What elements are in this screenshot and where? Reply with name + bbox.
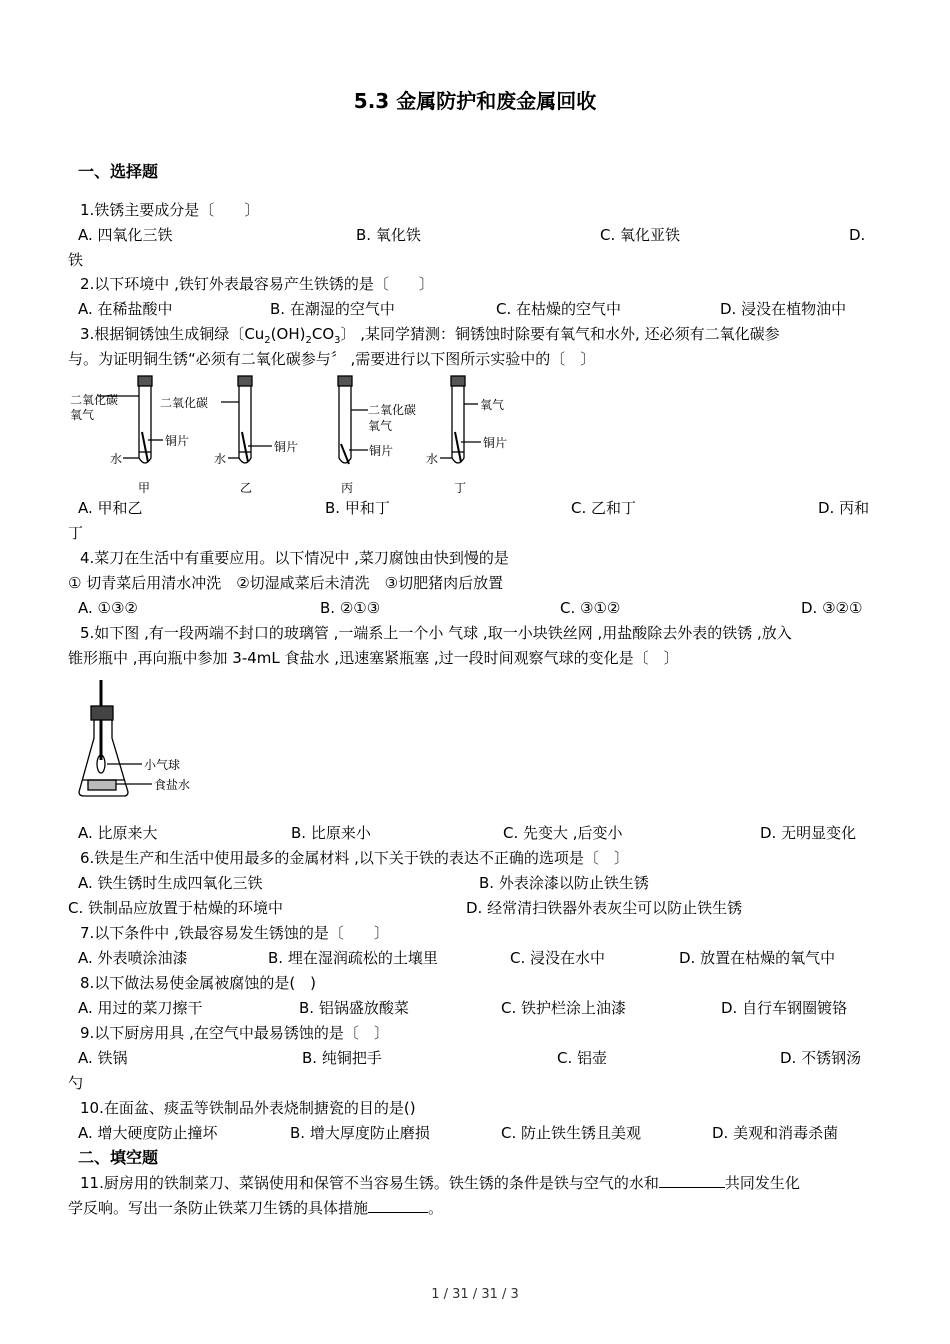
q10-stem: 10.在面盆、痰盂等铁制品外表烧制搪瓷的目的是() — [80, 1099, 416, 1117]
q8-stem: 8.以下做法易使金属被腐蚀的是( ) — [80, 974, 317, 992]
q6-option-a: A. 铁生锈时生成四氧化三铁 — [78, 874, 263, 892]
q5-option-c: C. 先变大 ,后变小 — [503, 824, 623, 842]
q6-option-d: D. 经常清扫铁器外表灰尘可以防止铁生锈 — [466, 899, 743, 917]
q5-option-b: B. 比原来小 — [291, 824, 371, 842]
fig3-tube4-water: 水 — [426, 452, 439, 466]
q1-option-c: C. 氧化亚铁 — [600, 226, 681, 244]
q3-stem-line1: 3.根据铜锈蚀生成铜绿〔$Cu_2(OH)_2CO_3$〕 ,某同学猜测：铜锈蚀时除要有氧气和水外, 还必须有二氧化碳参 — [80, 325, 780, 346]
q4-option-b: B. ②①③ — [320, 599, 381, 617]
q6-stem: 6.铁是生产和生活中使用最多的金属材料 ,以下关于铁的表达不正确的选项是〔 〕 — [80, 849, 629, 867]
q10-option-b: B. 增大厚度防止磨损 — [290, 1124, 430, 1142]
q3-option-b: B. 甲和丁 — [325, 499, 390, 517]
section-heading-choice: 一、选择题 — [78, 162, 159, 181]
q1-option-b: B. 氧化铁 — [356, 226, 421, 244]
q5-stem-line1: 5.如下图 ,有一段两端不封口的玻璃管 ,一端系上一个小 气球 ,取一小块铁丝网 ,用盐酸除去外表的铁锈 ,放入 — [80, 624, 792, 642]
q10-option-a: A. 增大硬度防止撞坏 — [78, 1124, 218, 1142]
q3-option-c: C. 乙和丁 — [571, 499, 637, 517]
q4-option-a: A. ①③② — [78, 599, 138, 617]
q9-stem: 9.以下厨房用具 ,在空气中最易锈蚀的是〔 〕 — [80, 1024, 389, 1042]
fig3-tube3-gas-line2: 氧气 — [368, 419, 393, 433]
fig3-tube2-water: 水 — [214, 452, 227, 466]
q11-blank-1[interactable] — [659, 1173, 725, 1188]
q11-line1: 11.厨房用的铁制菜刀、菜锅使用和保管不当容易生锈。铁生锈的条件是铁与空气的水和 共同发生化 — [80, 1174, 800, 1192]
q4-stem: 4.菜刀在生活中有重要应用。以下情况中 ,菜刀腐蚀由快到慢的是 — [80, 549, 509, 567]
q7-option-b: B. 埋在湿润疏松的土壤里 — [268, 949, 438, 967]
q5-stem-line2: 锥形瓶中 ,再向瓶中参加 3-4mL 食盐水 ,迅速塞紧瓶塞 ,过一段时间观察气球的变化是〔 〕 — [68, 649, 679, 667]
fig3-label-jia: 甲 — [138, 481, 151, 495]
q10-option-d: D. 美观和消毒杀菌 — [712, 1124, 839, 1142]
q3-stem-line2: 与。为证明铜生锈“必须有二氧化碳参与〞 ,需要进行以下图所示实验中的〔 〕 — [68, 350, 596, 368]
fig5-salt-water-label: 食盐水 — [154, 778, 191, 792]
q1-option-a: A. 四氧化三铁 — [78, 226, 173, 244]
fig3-tube3-gas-line1: 二氧化碳 — [368, 403, 417, 417]
fig3-tube3-copper: 铜片 — [369, 444, 394, 458]
q2-stem: 2.以下环境中 ,铁钉外表最容易产生铁锈的是〔 〕 — [80, 275, 434, 293]
fig3-tube2-gas: 二氧化碳 — [160, 396, 209, 410]
q8-option-c: C. 铁护栏涂上油漆 — [501, 999, 627, 1017]
q6-option-c: C. 铁制品应放置于枯燥的环境中 — [68, 899, 284, 917]
q2-option-c: C. 在枯燥的空气中 — [496, 300, 622, 318]
q7-stem: 7.以下条件中 ,铁最容易发生锈蚀的是〔 〕 — [80, 924, 389, 942]
fig3-tube1-water: 水 — [110, 452, 123, 466]
q9-option-c: C. 铝壶 — [557, 1049, 608, 1067]
q5-option-d: D. 无明显变化 — [760, 824, 857, 842]
q4-option-d: D. ③②① — [801, 599, 863, 617]
q9-option-d: D. 不锈钢汤 — [780, 1049, 862, 1067]
page-footer: 1 / 31 / 31 / 3 — [431, 1287, 519, 1302]
q10-option-c: C. 防止铁生锈且美观 — [501, 1124, 642, 1142]
q8-option-d: D. 自行车钢圈镀铬 — [721, 999, 848, 1017]
q2-option-b: B. 在潮湿的空气中 — [270, 300, 395, 318]
fig3-tube4-gas: 氧气 — [480, 398, 505, 412]
fig3-tube2-copper: 铜片 — [274, 440, 299, 454]
flask-balloon-figure — [74, 676, 234, 806]
q4-option-c: C. ③①② — [560, 599, 621, 617]
q9-option-d-cont: 勺 — [68, 1074, 84, 1092]
q3-option-d-cont: 丁 — [68, 524, 84, 542]
q8-option-b: B. 铝锅盛放酸菜 — [299, 999, 409, 1017]
test-tube-experiment-figure — [68, 374, 518, 498]
q1-stem: 1.铁锈主要成分是〔 〕 — [80, 201, 260, 219]
fig3-tube1-copper: 铜片 — [165, 434, 190, 448]
fig3-tube1-gas-line1: 二氧化碳 — [70, 393, 119, 407]
q7-option-c: C. 浸没在水中 — [510, 949, 606, 967]
q4-cases: ① 切青菜后用清水冲洗 ②切湿咸菜后未清洗 ③切肥猪肉后放置 — [68, 574, 504, 592]
q11-line2: 学反响。写出一条防止铁菜刀生锈的具体措施 。 — [68, 1199, 444, 1217]
q9-option-b: B. 纯铜把手 — [302, 1049, 382, 1067]
fig3-tube1-gas-line2: 氧气 — [70, 408, 95, 422]
q3-option-d: D. 丙和 — [818, 499, 870, 517]
q5-option-a: A. 比原来大 — [78, 824, 158, 842]
page-title: 5.3 金属防护和废金属回收 — [353, 89, 597, 113]
q7-option-d: D. 放置在枯燥的氧气中 — [679, 949, 836, 967]
q7-option-a: A. 外表喷涂油漆 — [78, 949, 188, 967]
q9-option-a: A. 铁锅 — [78, 1049, 128, 1067]
q2-option-a: A. 在稀盐酸中 — [78, 300, 173, 318]
q3-option-a: A. 甲和乙 — [78, 499, 143, 517]
q1-option-d-cont: 铁 — [68, 251, 84, 269]
q2-option-d: D. 浸没在植物油中 — [720, 300, 847, 318]
q1-option-d: D. — [849, 226, 866, 244]
q6-option-b: B. 外表涂漆以防止铁生锈 — [479, 874, 649, 892]
q11-blank-2[interactable] — [368, 1198, 428, 1213]
fig3-tube4-copper: 铜片 — [483, 436, 508, 450]
fig5-balloon-label: 小气球 — [144, 758, 181, 772]
fig3-label-yi: 乙 — [240, 481, 253, 495]
fig3-label-bing: 丙 — [341, 481, 354, 495]
fig3-label-ding: 丁 — [454, 481, 467, 495]
q8-option-a: A. 用过的菜刀擦干 — [78, 999, 203, 1017]
section-heading-fill: 二、填空题 — [78, 1148, 159, 1167]
